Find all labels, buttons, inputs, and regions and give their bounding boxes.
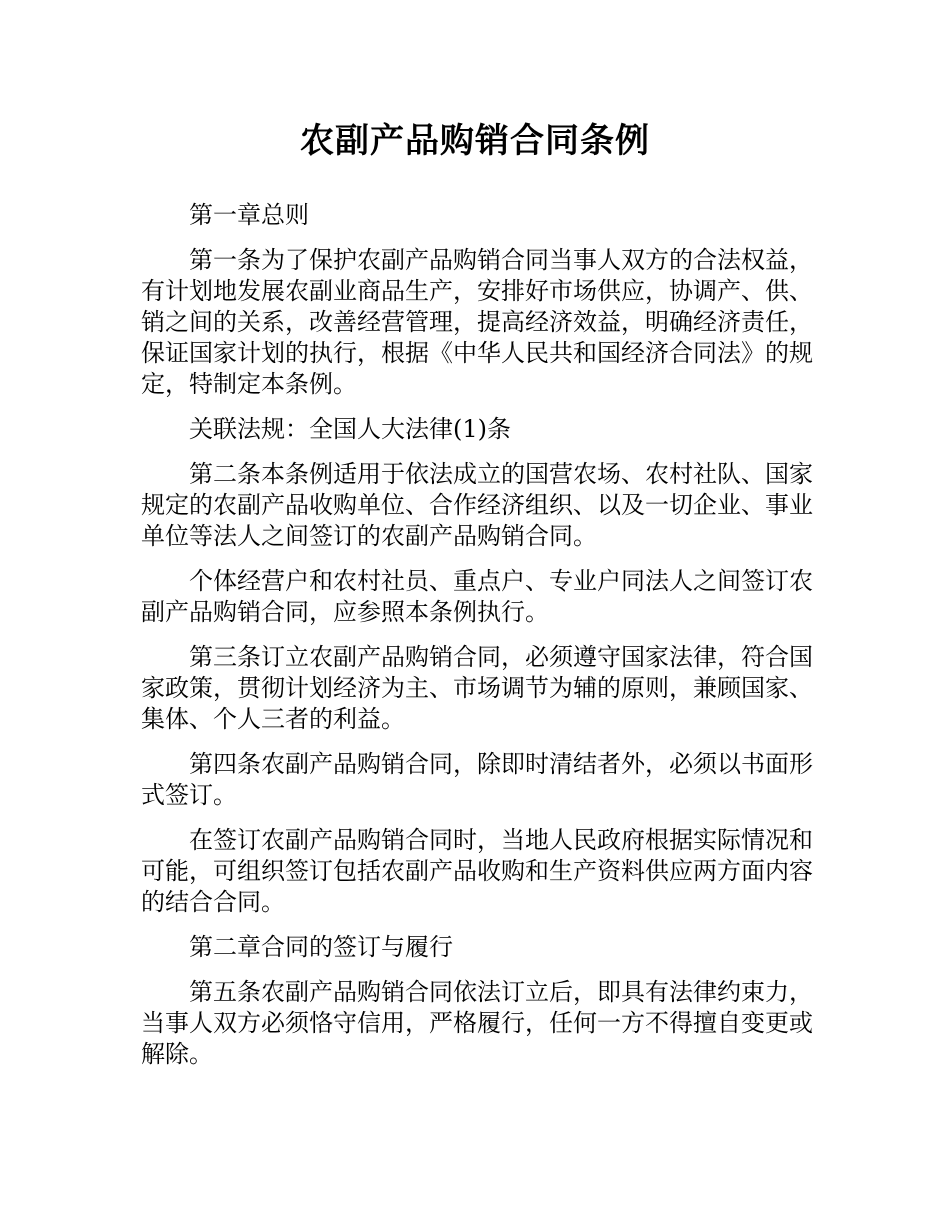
paragraph: 个体经营户和农村社员、重点户、专业户同法人之间签订农副产品购销合同，应参照本条例执行。 (141, 567, 813, 626)
document-body (141, 200, 813, 1084)
paragraph: 第一条为了保护农副产品购销合同当事人双方的合法权益，有计划地发展农副业商品生产，安排好市场供应，协调产、供、销之间的关系，改善经营管理，提高经济效益，明确经济责任，保证国家计划的执行，根据《中华人民共和国经济合同法》的规定，特制定本条例。 (141, 246, 813, 398)
paragraph: 第四条农副产品购销合同，除即时清结者外，必须以书面形式签订。 (141, 750, 813, 809)
chapter-heading: 第一章总则 (189, 201, 309, 229)
paragraph: 第三条订立农副产品购销合同，必须遵守国家法律，符合国家政策，贯彻计划经济为主、市场调节为辅的原则，兼顾国家、集体、个人三者的利益。 (141, 643, 813, 733)
paragraph: 在签订农副产品购销合同时，当地人民政府根据实际情况和可能，可组织签订包括农副产品收购和生产资料供应两方面内容的结合合同。 (141, 826, 813, 916)
document-title: 农副产品购销合同条例 (300, 121, 650, 161)
chapter-heading: 第二章合同的签订与履行 (189, 933, 453, 961)
paragraph: 第二条本条例适用于依法成立的国营农场、农村社队、国家规定的农副产品收购单位、合作经济组织、以及一切企业、事业单位等法人之间签订的农副产品购销合同。 (141, 460, 813, 550)
paragraph: 第五条农副产品购销合同依法订立后，即具有法律约束力，当事人双方必须恪守信用，严格履行，任何一方不得擅自变更或解除。 (141, 978, 813, 1068)
related-regulation-note: 关联法规：全国人大法律(1)条 (189, 415, 511, 443)
